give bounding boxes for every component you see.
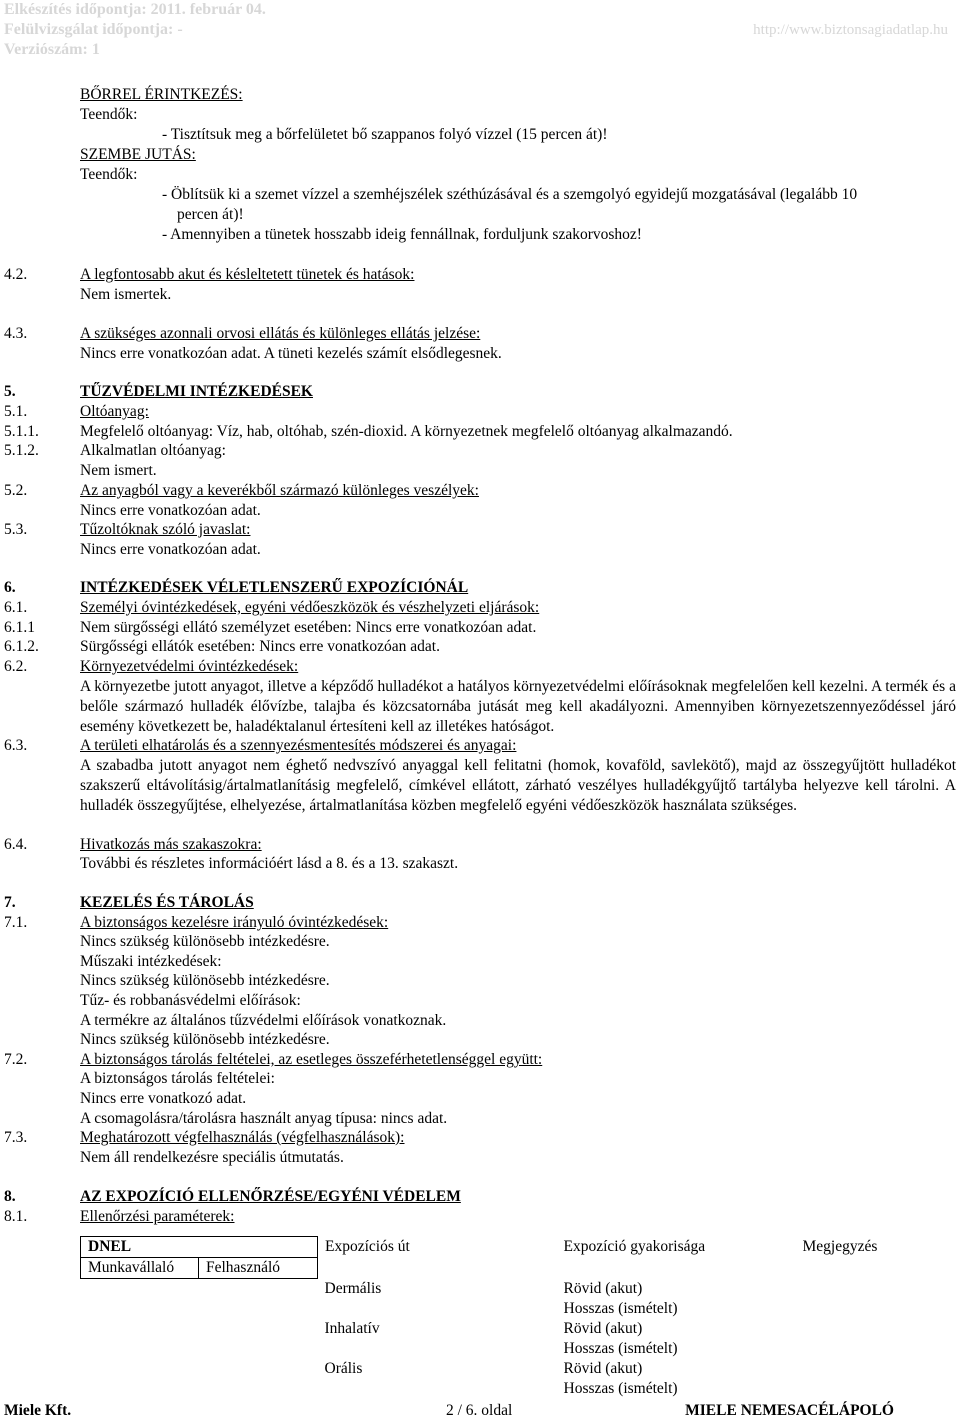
section-paragraph: A környezetbe jutott anyagot, illetve a képződő hulladékot a hatályos környezetvédelmi előírásoknak megfelelően kell kezelni. A termék és a belőle származó hulladék élővízbe, talajba és közcsatornába jutását meg kell akadályozni. Amennyiben környezetszennyeződéssel járó esemény következett be, haladéktalanul értesíteni kell az illetékes hatóságot. <box>80 678 956 735</box>
section-text: Nincs szükség különösebb intézkedésre. <box>80 933 330 950</box>
section-title: Meghatározott végfelhasználás (végfelhasználások): <box>80 1129 405 1146</box>
skin-contact-title: BŐRREL ÉRINTKEZÉS: <box>80 86 243 103</box>
section-title: Az anyagból vagy a keverékből származó különleges veszélyek: <box>80 482 479 499</box>
section-title: Tűzoltóknak szóló javaslat: <box>80 521 251 538</box>
section-number: 8. <box>4 1188 16 1205</box>
section-text: Nem áll rendelkezésre speciális útmutatás. <box>80 1149 344 1166</box>
section-text: Sürgősségi ellátók esetében: Nincs erre vonatkozóan adat. <box>80 638 440 655</box>
section-text: Tűz- és robbanásvédelmi előírások: <box>80 992 301 1009</box>
section-text: Nincs erre vonatkozóan adat. A tüneti kezelés számít elsődlegesnek. <box>80 345 502 362</box>
table-header-cell: Expozíciós út <box>325 1237 410 1255</box>
table-header-cell: Munkavállaló <box>81 1258 199 1279</box>
section-text: További és részletes információért lásd a 8. és a 13. szakaszt. <box>80 855 459 872</box>
section-paragraph: A szabadba jutott anyagot nem éghető nedvszívó anyaggal kell felitatni (homok, kovaföld, savlekötő), majd az összegyűjtött hulladékot szakszerű eltávolításig/ártalmatlanításig megfelelő, címkével ellátott, zárható veszélyes hulladékgyűjtő tartályba helyezve kell tárolni. A hulladék összegyűjtése, elhelyezése, ártalmatlanítása közben megfelelő egyéni védőeszközök használata szükséges. <box>80 757 956 814</box>
header-url[interactable]: http://www.biztonsagiadatlap.hu <box>753 22 948 38</box>
table-header-cell: Expozíció gyakorisága <box>563 1237 706 1255</box>
section-heading: AZ EXPOZÍCIÓ ELLENŐRZÉSE/EGYÉNI VÉDELEM <box>80 1188 461 1205</box>
section-number: 6.1. <box>4 599 28 616</box>
table-row <box>81 1237 916 1258</box>
table-cell: Orális <box>324 1359 363 1377</box>
footer-product: MIELE NEMESACÉLÁPOLÓ <box>685 1402 894 1419</box>
table-cell: Rövid (akut) Hosszas (ismételt) <box>563 1319 678 1357</box>
table-cell: Inhalatív <box>324 1319 380 1337</box>
section-title: Személyi óvintézkedések, egyéni védőeszközök és vészhelyzeti eljárások: <box>80 599 540 616</box>
section-number: 7. <box>4 894 16 911</box>
section-number: 6.3. <box>4 737 28 754</box>
section-number: 6.1.1 <box>4 619 35 636</box>
section-title: A területi elhatárolás és a szennyezésmentesítés módszerei és anyagai: <box>80 737 517 754</box>
table-row <box>81 1258 916 1279</box>
section-title: A biztonságos tárolás feltételei, az esetleges összeférhetetlenséggel együtt: <box>80 1051 543 1068</box>
section-text: Műszaki intézkedések: <box>80 953 222 970</box>
review-date: Felülvizsgálat időpontja: - <box>4 21 183 38</box>
todo-label: Teendők: <box>80 106 138 123</box>
section-title: Környezetvédelmi óvintézkedések: <box>80 658 299 675</box>
section-text: Megfelelő oltóanyag: Víz, hab, oltóhab, szén-dioxid. A környezetnek megfelelő oltóanyag alkalmazandó. <box>80 423 733 440</box>
section-text: Nincs szükség különösebb intézkedésre. <box>80 972 330 989</box>
section-number: 5.1.1. <box>4 423 39 440</box>
section-text: Nincs erre vonatkozóan adat. <box>80 541 261 558</box>
eye-contact-item-cont: percen át)! <box>177 206 244 223</box>
table-header-cell: Felhasználó <box>199 1258 318 1279</box>
section-number: 5.1.2. <box>4 442 39 459</box>
section-title: A legfontosabb akut és késleltetett tünetek és hatások: <box>80 266 415 283</box>
page-footer <box>0 1402 960 1421</box>
table-row <box>81 1279 916 1319</box>
created-date: Elkészítés időpontja: 2011. február 04. <box>4 1 266 18</box>
section-text: Nincs erre vonatkozóan adat. <box>80 502 261 519</box>
section-text: Nem sürgősségi ellátó személyzet esetében: Nincs erre vonatkozóan adat. <box>80 619 537 636</box>
section-text: Nem ismertek. <box>80 286 172 303</box>
table-cell: Rövid (akut) Hosszas (ismételt) <box>563 1359 678 1397</box>
section-number: 6.4. <box>4 836 28 853</box>
section-number: 7.1. <box>4 914 28 931</box>
section-title: Ellenőrzési paraméterek: <box>80 1208 235 1225</box>
section-number: 8.1. <box>4 1208 28 1225</box>
page-header <box>0 0 960 60</box>
table-cell: Rövid (akut) Hosszas (ismételt) <box>563 1279 678 1317</box>
todo-label: Teendők: <box>80 166 138 183</box>
section-title: A biztonságos kezelésre irányuló óvintézkedések: <box>80 914 389 931</box>
section-number: 7.2. <box>4 1051 28 1068</box>
section-text: Nincs szükség különösebb intézkedésre. <box>80 1031 330 1048</box>
eye-contact-title: SZEMBE JUTÁS: <box>80 146 196 163</box>
footer-company: Miele Kft. <box>4 1402 72 1419</box>
eye-contact-item: - Amennyiben a tünetek hosszabb ideig fennállnak, forduljunk szakorvoshoz! <box>162 226 642 243</box>
table-cell: Dermális <box>324 1279 382 1297</box>
section-heading: KEZELÉS ÉS TÁROLÁS <box>80 894 254 911</box>
section-number: 5. <box>4 383 16 400</box>
section-title: Oltóanyag: <box>80 403 149 420</box>
section-number: 6.2. <box>4 658 28 675</box>
eye-contact-item: - Öblítsük ki a szemet vízzel a szemhéjszélek széthúzásával és a szemgolyó egyidejű mozgatásával (legalább 10 <box>162 186 858 203</box>
section-title: A szükséges azonnali orvosi ellátás és különleges ellátás jelzése: <box>80 325 481 342</box>
section-text: Nincs erre vonatkozó adat. <box>80 1090 247 1107</box>
section-number: 5.1. <box>4 403 28 420</box>
skin-contact-item: - Tisztítsuk meg a bőrfelületet bő szappanos folyó vízzel (15 percen át)! <box>162 126 608 143</box>
section-text: A biztonságos tárolás feltételei: <box>80 1070 275 1087</box>
section-heading: TŰZVÉDELMI INTÉZKEDÉSEK <box>80 383 313 400</box>
header-meta <box>4 0 266 60</box>
section-number: 5.3. <box>4 521 28 538</box>
table-header-cell: DNEL <box>81 1237 318 1258</box>
dnel-table <box>80 1236 916 1399</box>
section-heading: INTÉZKEDÉSEK VÉLETLENSZERŰ EXPOZÍCIÓNÁL <box>80 579 469 596</box>
table-row <box>81 1359 916 1399</box>
section-number: 4.3. <box>4 325 28 342</box>
table-header-cell: Megjegyzés <box>802 1237 878 1255</box>
section-text: A termékre az általános tűzvédelmi előírások vonatkoznak. <box>80 1012 447 1029</box>
section-number: 7.3. <box>4 1129 28 1146</box>
section-title: Hivatkozás más szakaszokra: <box>80 836 262 853</box>
section-text: Nem ismert. <box>80 462 157 479</box>
section-number: 6.1.2. <box>4 638 39 655</box>
section-text: A csomagolásra/tárolásra használt anyag típusa: nincs adat. <box>80 1110 448 1127</box>
section-number: 5.2. <box>4 482 28 499</box>
section-text: Alkalmatlan oltóanyag: <box>80 442 226 459</box>
section-number: 6. <box>4 579 16 596</box>
table-row <box>81 1319 916 1359</box>
footer-page-number: 2 / 6. oldal <box>446 1402 513 1419</box>
version-number: Verziószám: 1 <box>4 41 100 58</box>
section-number: 4.2. <box>4 266 28 283</box>
